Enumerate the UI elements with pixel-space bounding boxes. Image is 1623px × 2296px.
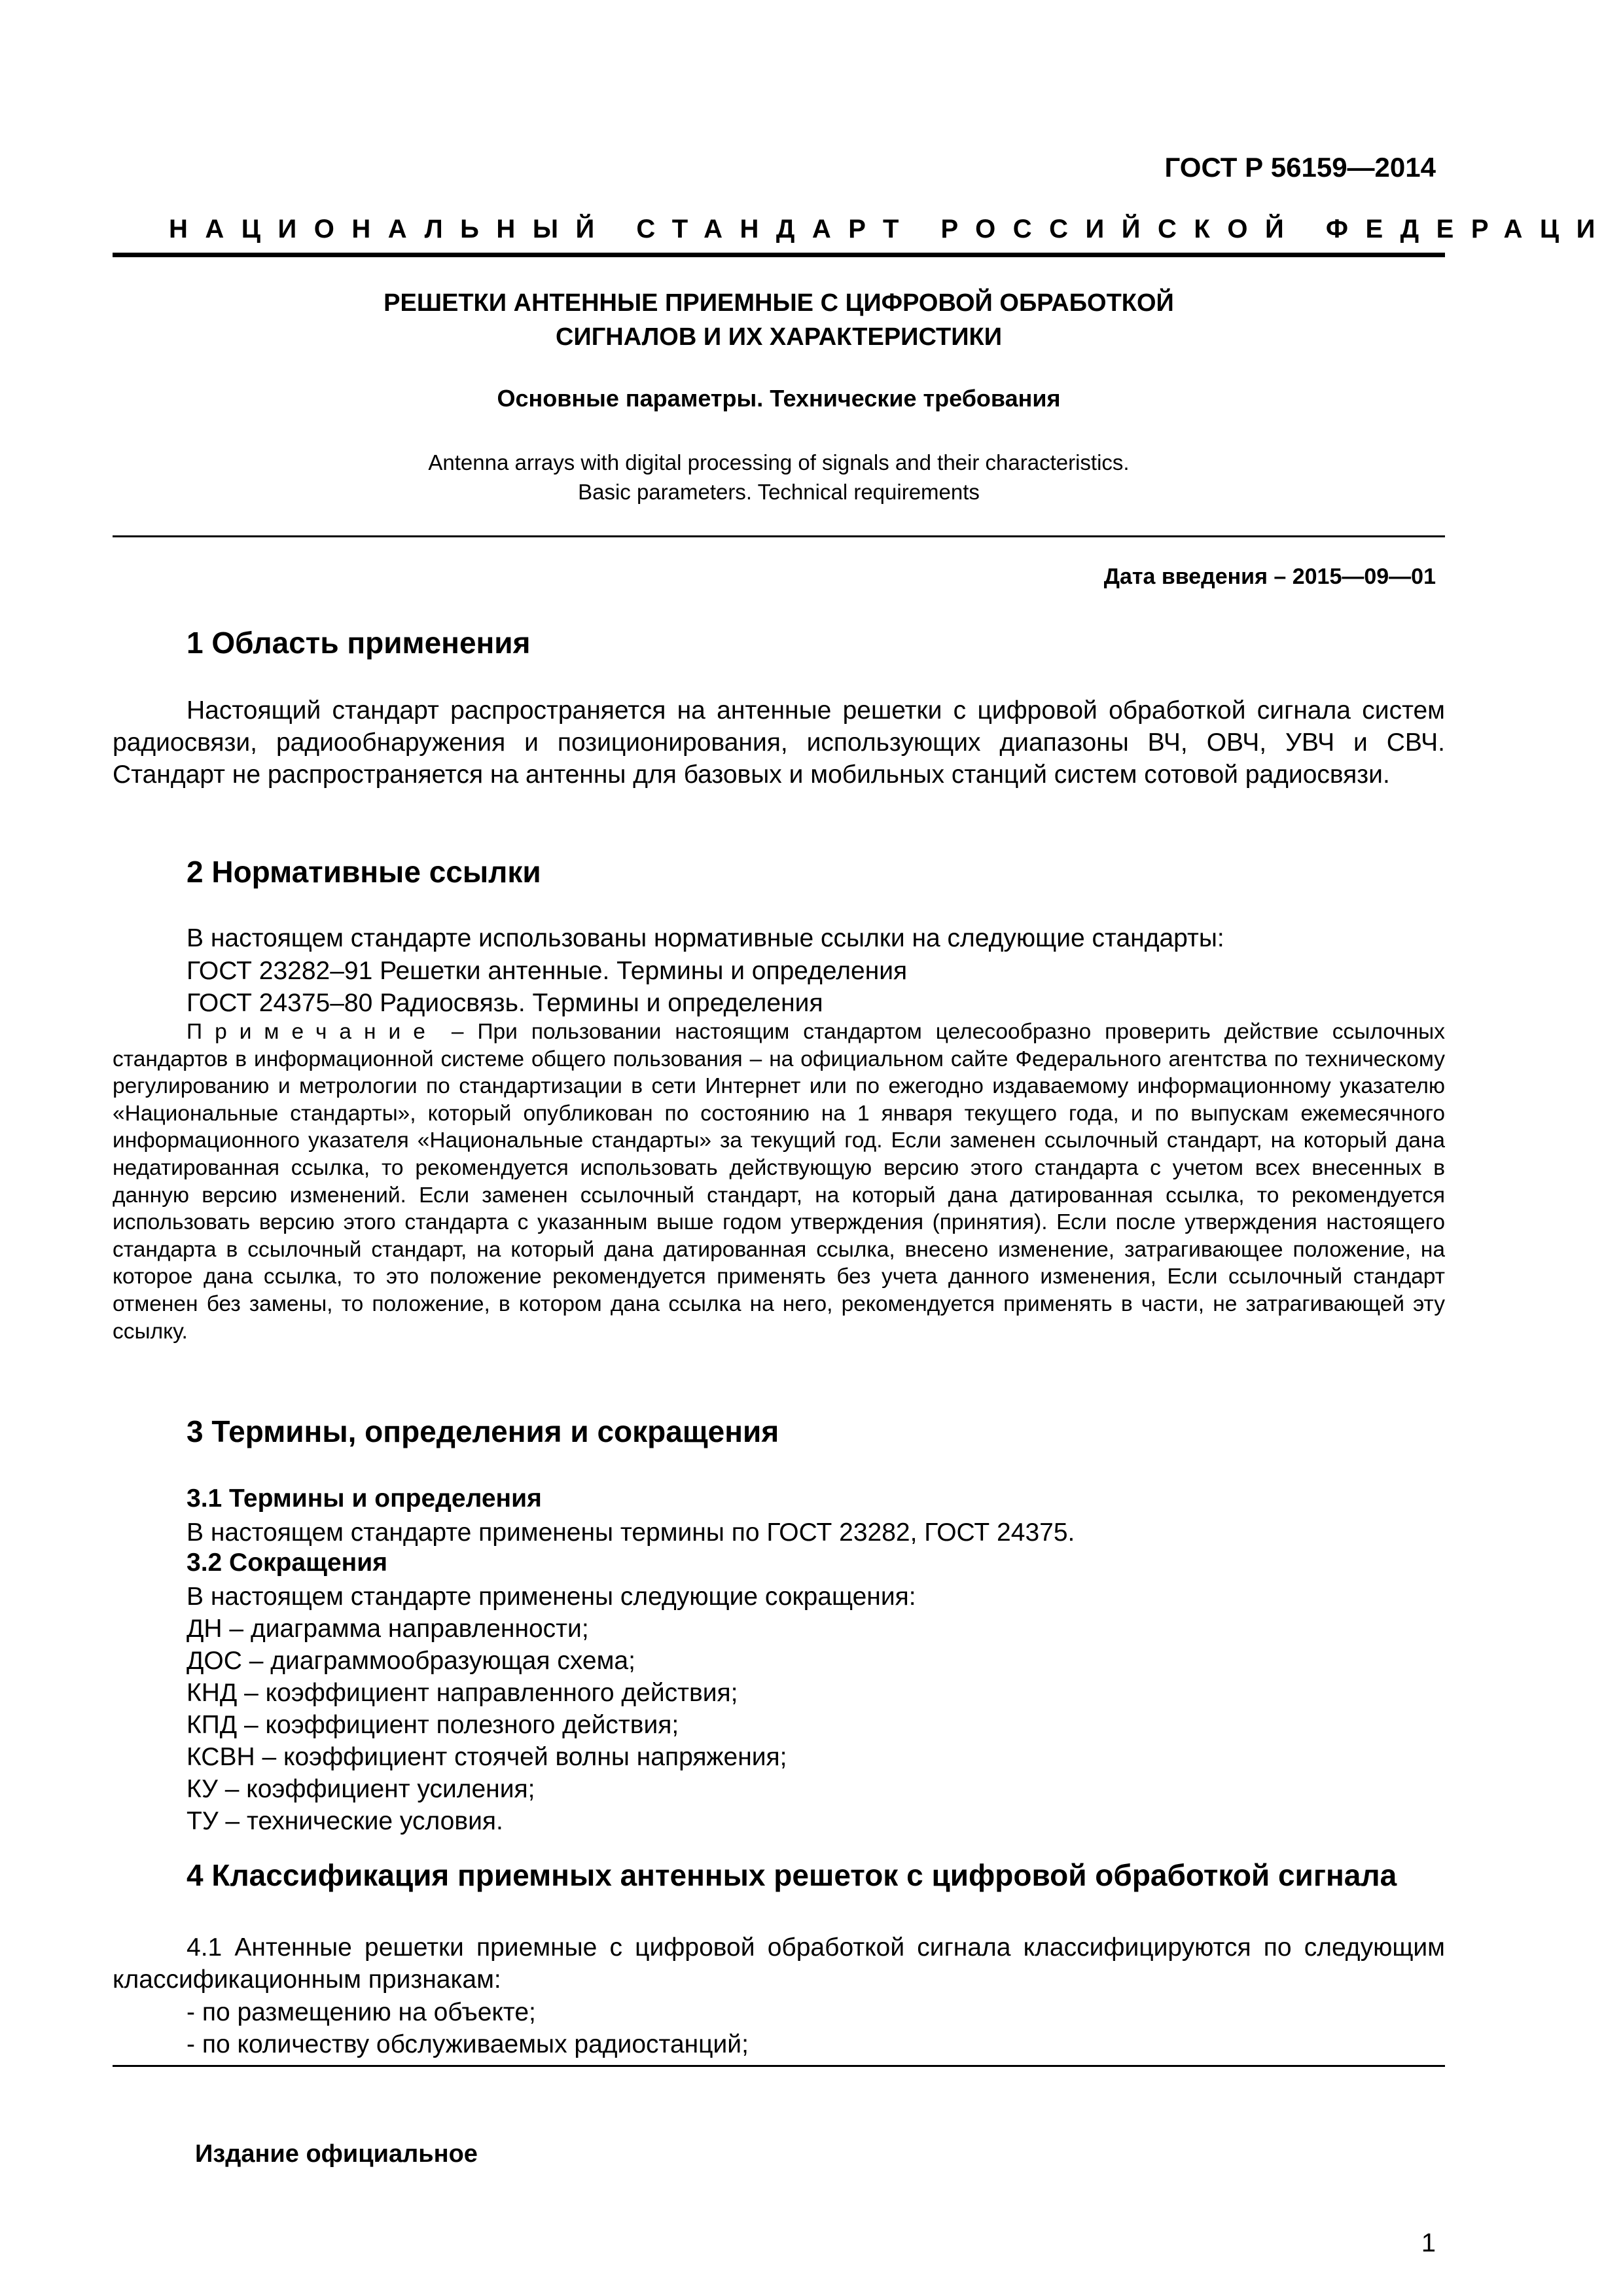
classification-item: - по размещению на объекте; (187, 1998, 536, 2026)
section4-heading: 4 Классификация приемных антенных решеток с цифровой обработкой сигнала (187, 1858, 1397, 1892)
section2-heading: 2 Нормативные ссылки (187, 855, 541, 889)
national-standard-banner: НАЦИОНАЛЬНЫЙ СТАНДАРТ РОССИЙСКОЙ ФЕДЕРАЦИ (169, 215, 1613, 243)
section4-text: 4.1 Антенные решетки приемные с цифровой обработкой сигнала классифицируются по следующим классификационным признакам: (113, 1933, 1445, 1994)
section1-heading: 1 Область применения (187, 626, 531, 660)
section2-intro: В настоящем стандарте использованы нормативные ссылки на следующие стандарты: (187, 924, 1224, 952)
section3-heading: 3 Термины, определения и сокращения (187, 1414, 779, 1448)
official-edition: Издание официальное (195, 2140, 478, 2168)
intro-date: Дата введения – 2015—09—01 (1103, 564, 1436, 589)
abbreviation-item: КПД – коэффициент полезного действия; (187, 1711, 679, 1739)
abbreviation-item: КНД – коэффициент направленного действия; (187, 1679, 738, 1707)
section2-note (113, 1018, 1445, 1345)
title-rule (113, 535, 1445, 537)
abbreviation-item: ДН – диаграмма направленности; (187, 1615, 589, 1643)
subsection-3-2-intro: В настоящем стандарте применены следующие сокращения: (187, 1583, 916, 1611)
standard-code: ГОСТ Р 56159—2014 (1164, 152, 1436, 183)
doc-subtitle: Основные параметры. Технические требования (497, 385, 1061, 412)
doc-title-line1: РЕШЕТКИ АНТЕННЫЕ ПРИЕМНЫЕ С ЦИФРОВОЙ ОБРАБОТКОЙ (383, 289, 1174, 317)
classification-item: - по количеству обслуживаемых радиостанций; (187, 2030, 749, 2058)
english-title-line2: Basic parameters. Technical requirements (578, 480, 980, 504)
abbreviation-item: ТУ – технические условия. (187, 1807, 503, 1835)
abbreviation-item: КУ – коэффициент усиления; (187, 1775, 535, 1803)
footer-rule (113, 2065, 1445, 2067)
header-rule (113, 253, 1445, 257)
abbreviation-item: ДОС – диаграммообразующая схема; (187, 1647, 635, 1675)
reference-item: ГОСТ 24375–80 Радиосвязь. Термины и определения (187, 989, 823, 1017)
subsection-3-1-heading: 3.1 Термины и определения (187, 1484, 542, 1513)
subsection-3-2-heading: 3.2 Сокращения (187, 1549, 387, 1577)
abbreviation-item: КСВН – коэффициент стоячей волны напряжения; (187, 1743, 787, 1771)
page-number: 1 (1421, 2229, 1436, 2257)
section1-text: Настоящий стандарт распространяется на антенные решетки с цифровой обработкой сигнала систем радиосвязи, радиообнаружения и позиционирования, использующих диапазоны ВЧ, ОВЧ, УВЧ и СВЧ. Стандарт не распространяется на антенны для базовых и мобильных станций систем сотовой радиосвязи. (113, 696, 1445, 789)
note-label: Примечание (187, 1020, 438, 1044)
subsection-3-1-text: В настоящем стандарте применены термины по ГОСТ 23282, ГОСТ 24375. (187, 1518, 1075, 1547)
reference-item: ГОСТ 23282–91 Решетки антенные. Термины и определения (187, 957, 908, 985)
note-text: – При пользовании настоящим стандартом целесообразно проверить действие ссылочных стандартов в информационной системе общего пользования – на официальном сайте Федерального агентства по техническому регулированию и метрологии по стандартизации в сети Интернет или по ежегодно издаваемому информационному указателю «Национальные стандарты», который опубликован по состоянию на 1 января текущего года, и по выпускам ежемесячного информационного указателя «Национальные стандарты» за текущий год. Если заменен ссылочный стандарт, на который дана недатированная ссылка, то рекомендуется использовать действующую версию этого стандарта с учетом всех внесенных в данную версию изменений. Если заменен ссылочный стандарт, на который дана датированная ссылка, то рекомендуется использовать версию этого стандарта с указанным выше годом утверждения (принятия). Если после утверждения настоящего стандарта в ссылочный стандарт, на который дана датированная ссылка, внесено изменение, затрагивающее положение, на которое дана ссылка, то это положение рекомендуется применять без учета данного изменения, Если ссылочный стандарт отменен без замены, то положение, в котором дана ссылка на него, рекомендуется применять в части, не затрагивающей эту ссылку. (113, 1020, 1445, 1344)
english-title-line1: Antenna arrays with digital processing of signals and their characteristics. (428, 450, 1130, 475)
doc-title-line2: СИГНАЛОВ И ИХ ХАРАКТЕРИСТИКИ (555, 323, 1003, 351)
